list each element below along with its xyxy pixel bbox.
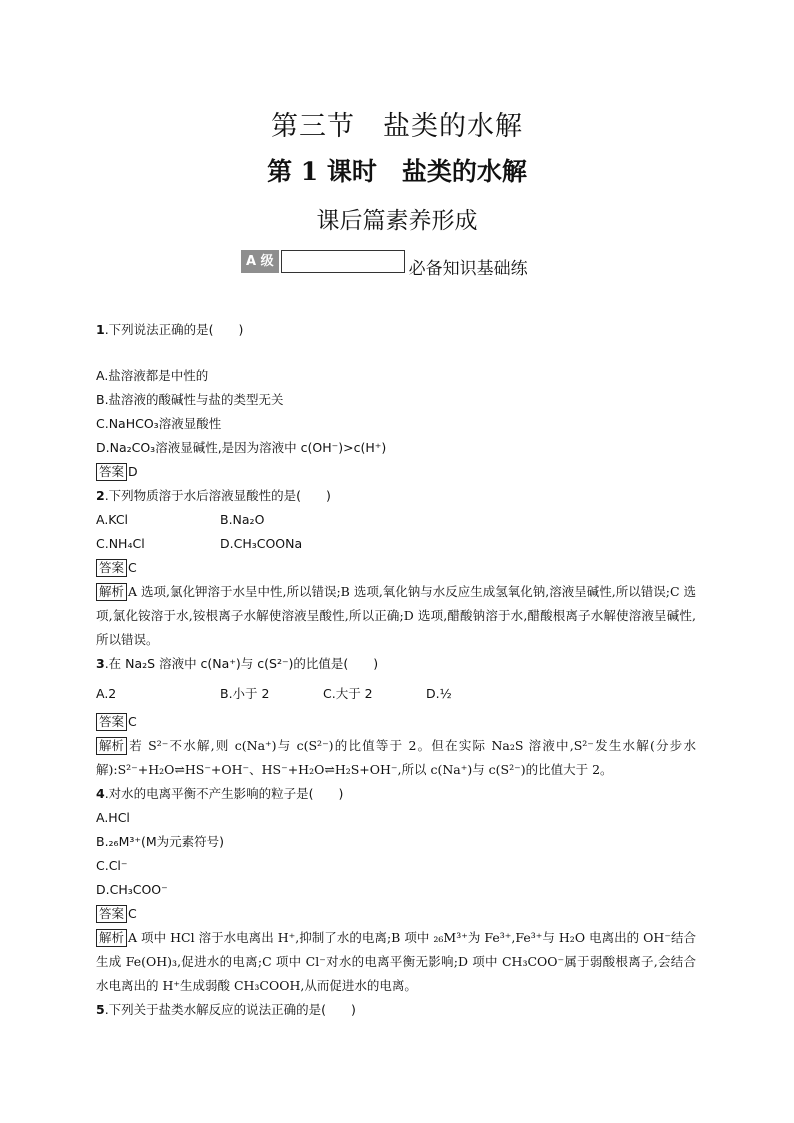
section-title: 第三节 盐类的水解	[271, 111, 523, 142]
answer-tag: 答案	[96, 463, 127, 481]
question-list	[96, 318, 696, 1022]
explanation-tag: 解析	[96, 929, 127, 947]
level-label: 必备知识基础练	[408, 259, 528, 279]
question-stem: .在 Na₂S 溶液中 c(Na⁺)与 c(S²⁻)的比值是( )	[104, 656, 379, 671]
question-3: 3.在 Na₂S 溶液中 c(Na⁺)与 c(S²⁻)的比值是( )	[96, 656, 379, 671]
option-d: D.Na₂CO₃溶液显碱性,是因为溶液中 c(OH⁻)>c(H⁺)	[96, 440, 387, 455]
explanation-tag: 解析	[96, 583, 127, 601]
options-row	[96, 680, 696, 708]
answer-tag: 答案	[96, 713, 127, 731]
level-blank-box	[281, 250, 405, 273]
option-c: C.大于 2	[323, 686, 373, 701]
option-b: B.₂₆M³⁺(M为元素符号)	[96, 834, 225, 849]
option-c: C.NaHCO₃溶液显酸性	[96, 416, 222, 431]
option-d: D.½	[426, 686, 452, 701]
option-a: A.盐溶液都是中性的	[96, 368, 209, 383]
option-d: D.CH₃COONa	[220, 536, 303, 551]
explanation	[96, 926, 696, 998]
explanation-text: 若 S²⁻不水解,则 c(Na⁺)与 c(S²⁻)的比值等于 2。但在实际 Na₂S 溶液中,S²⁻发生水解(分步水解):S²⁻+H₂O⇌HS⁻+OH⁻、HS⁻+H₂O⇌H₂S+OH⁻,所以 c(Na⁺)与 c(S²⁻)的比值大于 2。	[96, 738, 696, 777]
answer-value: D	[128, 464, 138, 479]
answer-row	[96, 710, 696, 734]
option-a: A.HCl	[96, 810, 130, 825]
question-stem: .对水的电离平衡不产生影响的粒子是( )	[104, 786, 344, 801]
explanation	[96, 580, 696, 652]
answer-tag: 答案	[96, 905, 127, 923]
question-2: 2.下列物质溶于水后溶液显酸性的是( )	[96, 488, 331, 503]
sub-title: 课后篇素养形成	[316, 208, 478, 234]
option-b: B.小于 2	[220, 686, 270, 701]
answer-row	[96, 556, 696, 580]
answer-value: C	[128, 906, 137, 921]
level-header	[241, 249, 528, 279]
option-c: C.Cl⁻	[96, 858, 128, 873]
answer-value: C	[128, 714, 137, 729]
question-4: 4.对水的电离平衡不产生影响的粒子是( )	[96, 786, 344, 801]
question-5: 5.下列关于盐类水解反应的说法正确的是( )	[96, 1002, 356, 1017]
answer-value: C	[128, 560, 137, 575]
explanation-text: A 项中 HCl 溶于水电离出 H⁺,抑制了水的电离;B 项中 ₂₆M³⁺为 Fe³⁺,Fe³⁺与 H₂O 电离出的 OH⁻结合生成 Fe(OH)₃,促进水的电离;C 项中 Cl⁻对水的电离平衡无影响;D 项中 CH₃COO⁻属于弱酸根离子,会结合水电离出的 H⁺生成弱酸 CH₃COOH,从而促进水的电离。	[96, 930, 696, 993]
option-a: A.KCl	[96, 512, 129, 527]
options-row	[96, 532, 696, 556]
option-b: B.盐溶液的酸碱性与盐的类型无关	[96, 392, 284, 407]
options-row	[96, 508, 696, 532]
explanation	[96, 734, 696, 782]
lesson-title: 第 1 课时 盐类的水解	[267, 157, 527, 186]
question-stem: .下列关于盐类水解反应的说法正确的是( )	[104, 1002, 356, 1017]
question-stem: .下列物质溶于水后溶液显酸性的是( )	[104, 488, 331, 503]
explanation-text: A 选项,氯化钾溶于水呈中性,所以错误;B 选项,氧化钠与水反应生成氢氧化钠,溶液呈碱性,所以错误;C 选项,氯化铵溶于水,铵根离子水解使溶液呈酸性,所以正确;D 选项,醋酸钠溶于水,醋酸根离子水解使溶液呈碱性,所以错误。	[96, 584, 697, 647]
answer-row	[96, 460, 696, 484]
option-b: B.Na₂O	[220, 512, 265, 527]
option-d: D.CH₃COO⁻	[96, 882, 168, 897]
option-c: C.NH₄Cl	[96, 536, 145, 551]
explanation-tag: 解析	[96, 737, 127, 755]
answer-tag: 答案	[96, 559, 127, 577]
question-1: 1.下列说法正确的是( )	[96, 322, 244, 337]
level-badge: A 级	[241, 250, 279, 273]
answer-row	[96, 902, 696, 926]
option-a: A.2	[96, 686, 117, 701]
question-stem: .下列说法正确的是( )	[104, 322, 244, 337]
